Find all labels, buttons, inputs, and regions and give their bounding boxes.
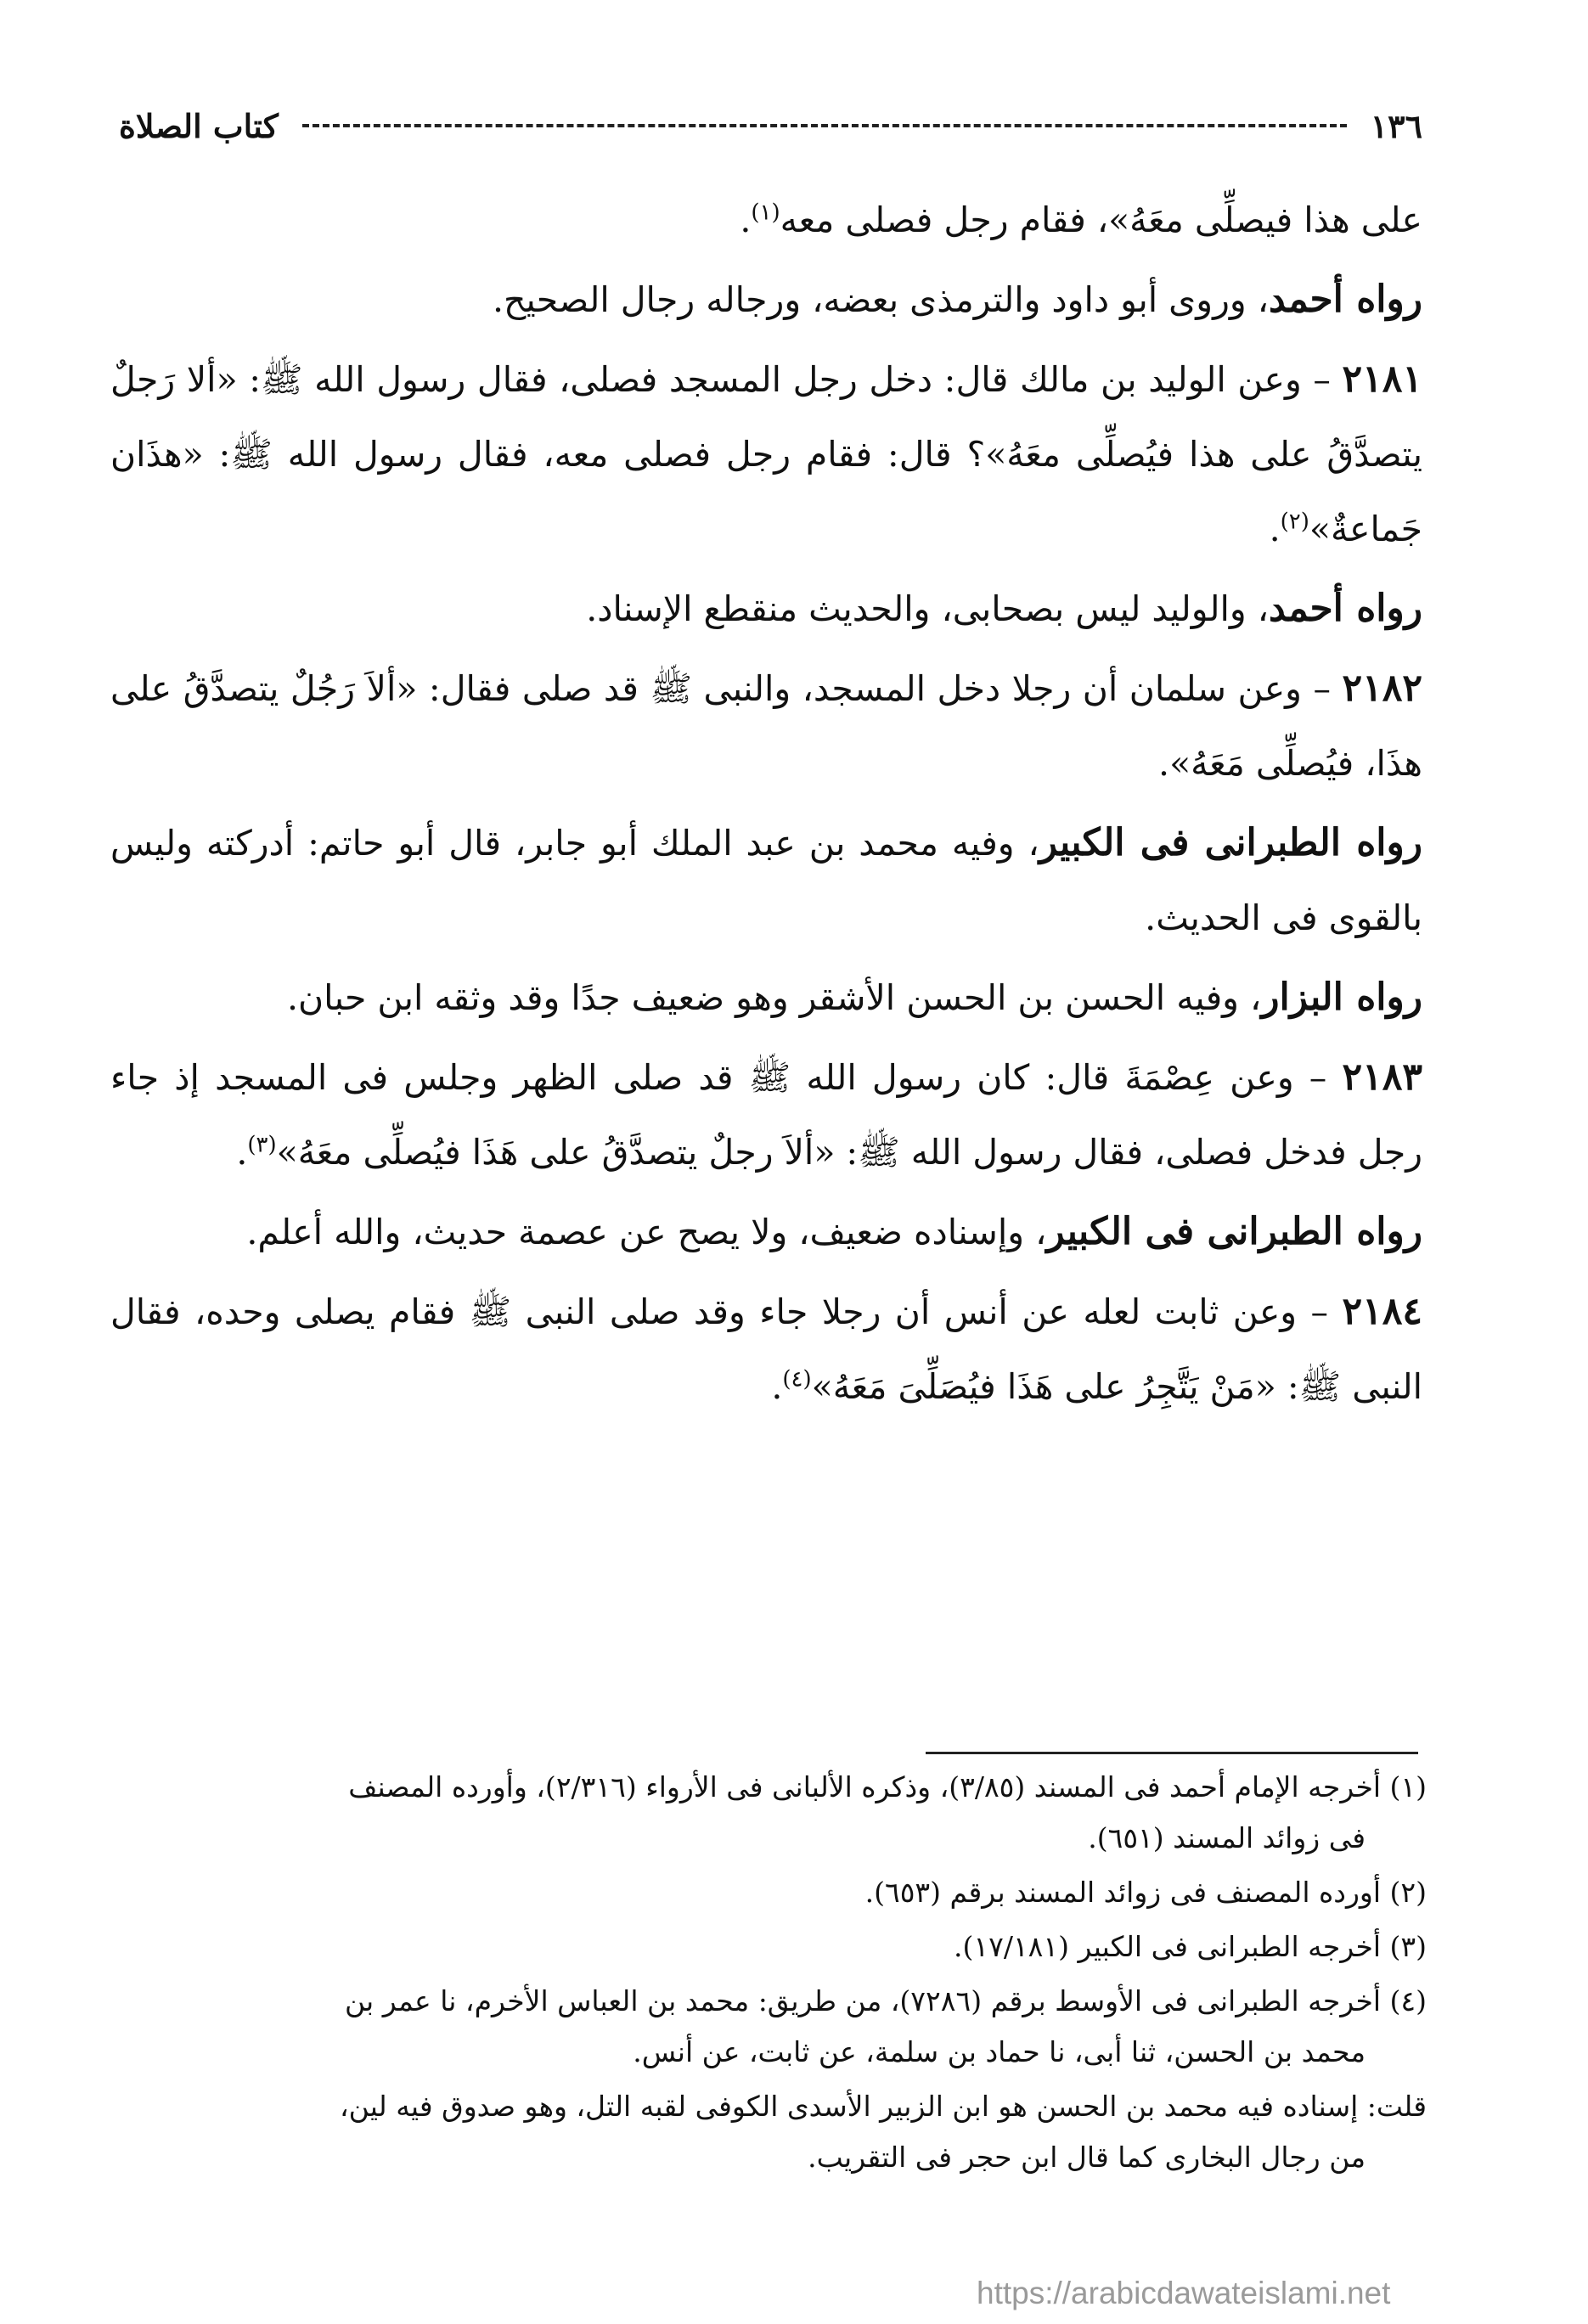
hadith-number: ٢١٨١ bbox=[1342, 357, 1422, 401]
running-header bbox=[119, 100, 1422, 151]
hadith-2182 bbox=[110, 651, 1422, 801]
source-label: رواه البزار bbox=[1261, 976, 1422, 1019]
text-span: – وعن الوليد بن مالك قال: دخل رجل المسجد فصلى، فقال رسول الله ﷺ: «ألا رَجلٌ يتصدَّقُ على هذا فيُصلِّى معَهُ»؟ قال: فقام رجل فصلى معه، فقال رسول الله ﷺ: «هذَان جَماعةٌ» bbox=[110, 359, 1422, 549]
text-span: ، والوليد ليس بصحابى، والحديث منقطع الإسناد. bbox=[586, 588, 1269, 629]
source-label: رواه أحمد bbox=[1268, 278, 1422, 321]
footnote-ref[interactable]: (١) bbox=[751, 200, 780, 226]
footnote-3 bbox=[102, 1922, 1427, 1972]
footnote-ref[interactable]: (٣) bbox=[247, 1132, 277, 1158]
footnote-note bbox=[102, 2081, 1427, 2183]
page-number: ١٣٦ bbox=[1370, 106, 1422, 145]
text-span: – وعن ثابت لعله عن أنس أن رجلا جاء وقد صلى النبى ﷺ فقام يصلى وحده، فقال النبى ﷺ: «مَنْ يَتَّجِرُ على هَذَا فيُصَلِّىَ مَعَهُ» bbox=[110, 1291, 1422, 1407]
text-span: ، وروى أبو داود والترمذى بعضه، ورجاله رجال الصحيح. bbox=[492, 279, 1269, 320]
footnote-ref[interactable]: (٢) bbox=[1280, 509, 1309, 535]
hadith-2184: ٢١٨٤ – وعن ثابت لعله عن أنس أن رجلا جاء وقد صلى النبى ﷺ فقام يصلى وحده، فقال النبى ﷺ: «مَنْ يَتَّجِرُ على هَذَا فيُصَلِّىَ مَعَهُ»$^{(٤)}$. bbox=[110, 1290, 1422, 1407]
paragraph-source bbox=[110, 960, 1422, 1035]
paragraph-source bbox=[110, 1195, 1422, 1269]
footnotes bbox=[102, 1762, 1427, 2186]
hadith-2183: ٢١٨٣ – وعن عِصْمَةَ قال: كان رسول الله ﷺ قد صلى الظهر وجلس فى المسجد إذ جاء رجل فدخل فصلى، فقال رسول الله ﷺ: «ألاَ رجلٌ يتصدَّقُ على هَذَا فيُصلِّى معَهُ»$^{(٣)}$. bbox=[110, 1055, 1422, 1173]
footnote-separator bbox=[926, 1752, 1418, 1754]
footnote-text: (١) أخرجه الإمام أحمد فى المسند (٣/٨٥)، وذكره الألبانى فى الأرواء (٢/٣١٦)، وأورده المصنف bbox=[348, 1770, 1427, 1803]
paragraph-source bbox=[110, 571, 1422, 646]
text-span: – وعن سلمان أن رجلا دخل المسجد، والنبى ﷺ قد صلى فقال: «ألاَ رَجُلٌ يتصدَّقُ على هذَا، فيُصلِّى مَعَهُ». bbox=[110, 668, 1422, 784]
footnote-text: (٣) أخرجه الطبرانى فى الكبير (١٧/١٨١). bbox=[954, 1930, 1427, 1963]
footnote-text: من رجال البخارى كما قال ابن حجر فى التقريب. bbox=[808, 2141, 1366, 2174]
text-span: – وعن عِصْمَةَ قال: كان رسول الله ﷺ قد صلى الظهر وجلس فى المسجد إذ جاء رجل فدخل فصلى، فقال رسول الله ﷺ: «ألاَ رجلٌ يتصدَّقُ على هَذَا فيُصلِّى معَهُ» bbox=[110, 1057, 1422, 1173]
footnote-text: محمد بن الحسن، ثنا أبى، نا حماد بن سلمة، عن ثابت، عن أنس. bbox=[633, 2035, 1366, 2068]
book-title: كتاب الصلاة bbox=[119, 106, 279, 145]
footnote-ref[interactable]: (٤) bbox=[782, 1366, 812, 1393]
footnote-text: (٤) أخرجه الطبرانى فى الأوسط برقم (٧٢٨٦)، من طريق: محمد بن العباس الأخرم، نا عمر بن bbox=[344, 1984, 1427, 2017]
text-span: ، وفيه الحسن بن الحسن الأشقر وهو ضعيف جدًا وقد وثقه ابن حبان. bbox=[287, 977, 1262, 1018]
hadith-number: ٢١٨٤ bbox=[1342, 1290, 1422, 1333]
watermark-url: https://arabicdawateislami.net bbox=[977, 2276, 1391, 2310]
hadith-2181: ٢١٨١ – وعن الوليد بن مالك قال: دخل رجل المسجد فصلى، فقال رسول الله ﷺ: «ألا رَجلٌ يتصدَّقُ على هذا فيُصلِّى معَهُ»؟ قال: فقام رجل فصلى معه، فقال رسول الله ﷺ: «هذَان جَماعةٌ»$^{(٢)}$. bbox=[110, 357, 1422, 549]
footnote-4 bbox=[102, 1976, 1427, 2078]
paragraph-source bbox=[110, 262, 1422, 337]
source-label: رواه أحمد bbox=[1268, 587, 1422, 630]
footnote-2 bbox=[102, 1867, 1427, 1918]
footnote-text: فى زوائد المسند (٦٥١). bbox=[1088, 1821, 1366, 1854]
hadith-number: ٢١٨٣ bbox=[1342, 1055, 1422, 1099]
paragraph-continuation: على هذا فيصلِّى معَهُ»، فقام رجل فصلى معه$^{(١)}$. bbox=[740, 200, 1422, 240]
footnote-1 bbox=[102, 1762, 1427, 1864]
text-span: ، وفيه محمد بن عبد الملك أبو جابر، قال أبو حاتم: أدركته وليس بالقوى فى الحديث. bbox=[110, 823, 1422, 938]
text-span: ، وإسناده ضعيف، ولا يصح عن عصمة حديث، والله أعلم. bbox=[246, 1212, 1047, 1252]
source-label: رواه الطبرانى فى الكبير bbox=[1039, 821, 1422, 864]
text-span: على هذا فيصلِّى معَهُ»، فقام رجل فصلى معه bbox=[780, 200, 1422, 240]
hadith-number: ٢١٨٢ bbox=[1342, 667, 1422, 710]
paragraph-source bbox=[110, 806, 1422, 955]
footnote-text: قلت: إسناده فيه محمد بن الحسن هو ابن الزبير الأسدى الكوفى لقبه التل، وهو صدوق فيه لين، bbox=[339, 2090, 1427, 2123]
header-dashed-rule bbox=[302, 124, 1347, 127]
source-label: رواه الطبرانى فى الكبير bbox=[1046, 1210, 1422, 1253]
footnote-text: (٢) أورده المصنف فى زوائد المسند برقم (٦٥٣). bbox=[864, 1876, 1427, 1909]
main-text bbox=[110, 183, 1422, 1429]
